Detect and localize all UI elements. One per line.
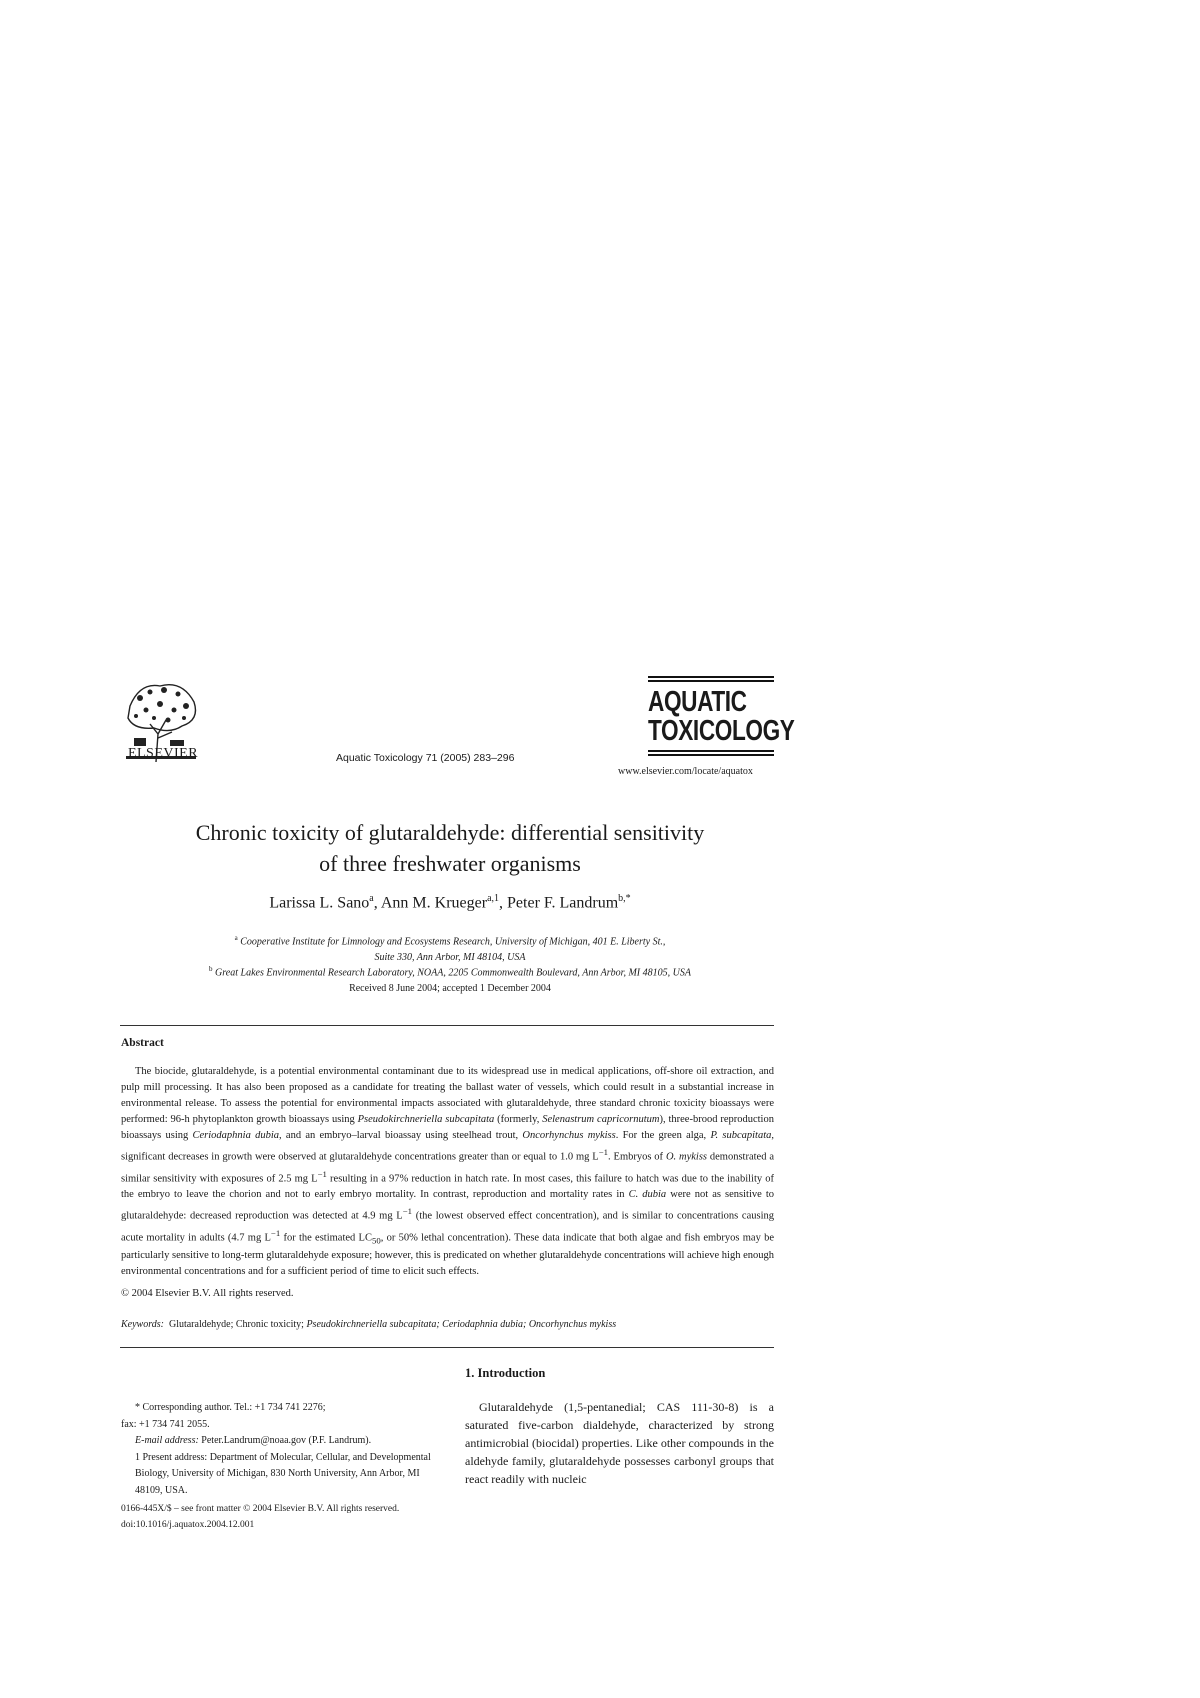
affiliation-mark: b [209, 965, 213, 973]
affiliation-text: Great Lakes Environmental Research Laboratory, NOAA, 2205 Commonwealth Boulevard, Ann Arbor, MI 48105, USA [215, 967, 691, 979]
author-marks: b,* [618, 893, 631, 904]
email-link[interactable]: Peter.Landrum@noaa.gov (P.F. Landrum). [201, 1435, 372, 1446]
divider [120, 1025, 774, 1026]
affiliation-text: Cooperative Institute for Limnology and Ecosystems Research, University of Michigan, 401 E. Liberty St., [240, 936, 666, 948]
journal-brand-line1: AQUATIC [648, 686, 747, 718]
journal-citation: Aquatic Toxicology 71 (2005) 283–296 [336, 752, 515, 764]
keywords [121, 1319, 616, 1330]
keywords-italic: Pseudokirchneriella subcapitata; Ceriodaphnia dubia; Oncorhynchus mykiss [306, 1319, 617, 1330]
title-line-1: Chronic toxicity of glutaraldehyde: differential sensitivity [195, 820, 705, 845]
author-name[interactable]: Ann M. Krueger [380, 894, 488, 912]
footnotes [121, 1400, 431, 1499]
author-name[interactable]: Larissa L. Sano [269, 894, 370, 912]
footnote-email [121, 1433, 431, 1450]
brand-rule [648, 676, 774, 678]
author-name[interactable]: Peter F. Landrum [507, 894, 619, 912]
affiliation-text: Suite 330, Ann Arbor, MI 48104, USA [374, 952, 526, 964]
footnote-present-address: 1 Present address: Department of Molecular, Cellular, and Developmental Biology, University of Michigan, 830 North University, Ann Arbor, MI 48109, USA. [135, 1451, 431, 1496]
title-line-2: of three freshwater organisms [319, 851, 581, 876]
journal-url-link[interactable]: www.elsevier.com/locate/aquatox [618, 766, 753, 777]
email-label: E-mail address: [135, 1435, 199, 1446]
introduction-text [465, 1398, 774, 1488]
publisher-name: ELSEVIER [127, 746, 199, 761]
keywords-plain: Glutaraldehyde; Chronic toxicity; [168, 1319, 304, 1330]
abstract-body: The biocide, glutaraldehyde, is a potential environmental contaminant due to its widespread use in medical applications, off-shore oil extraction, and pulp mill processing. It has also been proposed as a candidate for treating the ballast water of vessels, which could result in a substantial increase in environmental release. To assess the potential for environmental impacts associated with glutaraldehyde, three standard chronic toxicity bioassays were performed: 96-h phytoplankton growth bioassays using Pseudokirchneriella subcapitata (formerly, Selenastrum capricornutum), three-brood reproduction bioassays using Ceriodaphnia dubia, and an embryo–larval bioassay using steelhead trout, Oncorhynchus mykiss. For the green alga, P. subcapitata, significant decreases in growth were observed at glutaraldehyde concentrations greater than or equal to 1.0 mg $L^{-1}$. Embryos of O. mykiss demonstrated a similar sensitivity with exposures of 2.5 mg $L^{-1}$ resulting in a 97% reduction in hatch rate. In most cases, this failure to hatch was due to the inability of the embryo to leave the chorion and not to early embryo mortality. In contrast, reproduction and mortality rates in C. dubia were not as sensitive to glutaraldehyde: decreased reproduction was detected at 4.9 mg $L^{-1}$ (the lowest observed effect concentration), and is similar to concentrations causing acute mortality in adults (4.7 mg $L^{-1}$ for the estimated $LC_{50}$, or 50% lethal concentration). These data indicate that both algae and fish embryos may be particularly sensitive to long-term glutaraldehyde exposure; however, this is predicated on whether glutaraldehyde concentrations will achieve high enough environmental concentrations and for a sufficient period of time to elicit such effects. [121, 1066, 775, 1278]
footnote-corresponding: * Corresponding author. Tel.: +1 734 741 2276; [135, 1402, 326, 1413]
introduction-paragraph: Glutaraldehyde (1,5-pentanedial; CAS 111-30-8) is a saturated five-carbon dialdehyde, characterized by strong antimicrobial (biocidal) properties. Like other compounds in the aldehyde family, glutaraldehyde possesses carbonyl groups that react readily with nucleic [465, 1400, 774, 1486]
author-marks: a [369, 893, 374, 904]
journal-brand-line2: TOXICOLOGY [648, 715, 795, 747]
issn-line: 0166-445X/$ – see front matter © 2004 Elsevier B.V. All rights reserved. [121, 1504, 400, 1514]
brand-rule [648, 680, 774, 682]
abstract-heading: Abstract [121, 1037, 164, 1049]
section-heading-introduction: 1. Introduction [465, 1366, 546, 1380]
brand-rule [648, 750, 774, 752]
doi-link[interactable]: doi:10.1016/j.aquatox.2004.12.001 [121, 1520, 255, 1530]
received-dates: Received 8 June 2004; accepted 1 December 2004 [349, 983, 551, 994]
footnote-fax: fax: +1 734 741 2055. [121, 1418, 210, 1430]
brand-rule [648, 754, 774, 756]
journal-brand [648, 676, 795, 758]
affiliation-mark: a [234, 934, 238, 942]
author-marks: a,1 [487, 893, 500, 904]
affiliation-b [140, 961, 760, 981]
paper-title [140, 817, 760, 879]
keywords-label: Keywords: [121, 1319, 164, 1330]
abstract-copyright: © 2004 Elsevier B.V. All rights reserved. [121, 1288, 294, 1299]
divider [120, 1347, 774, 1348]
author-list: Larissa L. Sano$^a$, Ann M. Krueger$^{a,1}$, Peter F. Landrum$^{b,*}$ [269, 893, 631, 912]
